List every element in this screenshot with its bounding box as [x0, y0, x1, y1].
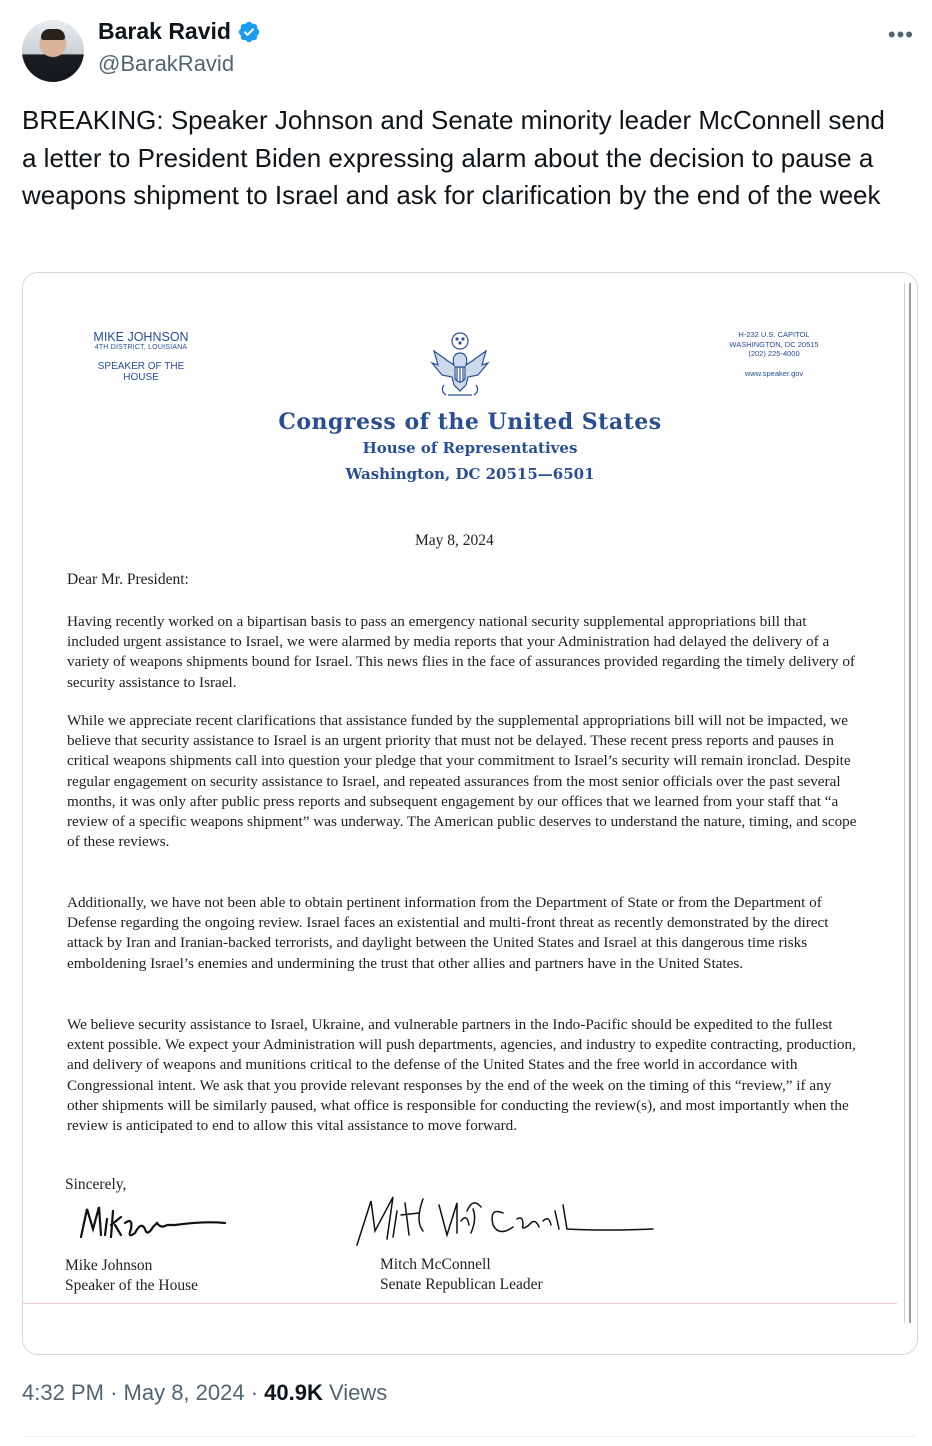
johnson-signature	[75, 1199, 235, 1247]
author-handle[interactable]: @BarakRavid	[98, 51, 235, 76]
signer-mcconnell	[380, 1255, 543, 1295]
great-seal-eagle-icon	[428, 331, 492, 399]
letterhead-left	[81, 330, 201, 383]
letterhead-district: 4TH DISTRICT, LOUISIANA	[94, 344, 188, 351]
congress-title: Congress of the United States	[278, 409, 662, 435]
washington-address: Washington, DC 20515—6501	[345, 465, 595, 483]
signer-title: Speaker of the House	[65, 1277, 198, 1294]
meta-separator: ·	[110, 1380, 118, 1405]
mcconnell-signature	[353, 1191, 673, 1253]
tweet-date[interactable]: May 8, 2024	[123, 1380, 245, 1405]
signer-title: Senate Republican Leader	[380, 1276, 543, 1293]
author-display-name[interactable]: Barak Ravid	[98, 18, 231, 44]
address-website: www.speaker.gov	[744, 368, 804, 378]
tweet-media-image[interactable]	[22, 272, 918, 1355]
signer-johnson	[65, 1256, 198, 1296]
letterhead-name: MIKE JOHNSON	[93, 330, 189, 344]
tweet-meta	[22, 1380, 387, 1406]
letter-date: May 8, 2024	[415, 532, 494, 549]
section-divider	[22, 1436, 916, 1437]
address-phone: (202) 225-4000	[748, 349, 800, 358]
author-name-row	[98, 18, 261, 45]
views-count[interactable]: 40.9K	[264, 1380, 323, 1405]
more-horizontal-icon[interactable]: •••	[887, 22, 914, 47]
letter-paragraph: Having recently worked on a bipartisan basis to pass an emergency national security supplemental appropriations bill that included urgent assistance to Israel, we were alarmed by media reports that your Administration had delayed the delivery of a variety of weapons shipments bound for Israel. This news flies in the face of assurances provided regarding the timely delivery of security assistance to Israel.	[67, 613, 855, 691]
letter-document	[23, 273, 917, 1354]
page-footer-line	[23, 1303, 897, 1304]
address-line-1: H-232 U.S. CAPITOL	[738, 330, 810, 339]
author-avatar[interactable]	[22, 20, 84, 82]
letter-paragraph: While we appreciate recent clarifications that assistance funded by the supplemental appropriations bill will not be impacted, we believe that security assistance to Israel is an urgent priority that must not be delayed. These recent press reports and pauses in critical weapons shipments call into question your pledge that your commitment to Israel’s security will remain ironclad. Despite regular engagement on security assistance to Israel, and repeated assurances from the most senior officials over the past several months, it was only after public press reports and subsequent engagement by our offices that we learned from your staff that “a review of a specific weapons shipment” was underway. The American public deserves to understand the nature, timing, and scope of these reviews.	[67, 712, 857, 851]
letterhead-title: SPEAKER OF THE HOUSE	[97, 361, 185, 383]
verified-badge-icon	[237, 20, 261, 44]
views-label: Views	[329, 1380, 388, 1405]
letterhead-right	[719, 330, 829, 378]
house-title: House of Representatives	[362, 439, 578, 457]
letterhead-title-block	[23, 409, 917, 483]
signer-name: Mitch McConnell	[380, 1256, 491, 1273]
tweet-text: BREAKING: Speaker Johnson and Senate minority leader McConnell send a letter to President Biden expressing alarm about the decision to pause a weapons shipment to Israel and ask for clarification by the end of the week	[22, 105, 885, 210]
address-line-2: WASHINGTON, DC 20515	[729, 339, 819, 349]
avatar-hair	[41, 29, 65, 40]
signer-name: Mike Johnson	[65, 1257, 153, 1274]
letter-salutation: Dear Mr. President:	[67, 571, 189, 588]
tweet-time[interactable]: 4:32 PM	[22, 1380, 104, 1405]
letter-paragraph: We believe security assistance to Israel, Ukraine, and vulnerable partners in the Indo-Pacific should be expedited to the fullest extent possible. We expect your Administration will push departments, agencies, and industry to expedite contracting, production, and delivery of weapons and munitions critical to the defense of the United States and the free world in accordance with Congressional intent. We ask that you provide relevant responses by the end of the week on the timing of this “review,” if any other shipments will be similarly paused, what office is responsible for conducting the review(s), and most importantly when the review is anticipated to end to allow this vital assistance to move forward.	[67, 1016, 856, 1135]
letter-closing: Sincerely,	[65, 1176, 127, 1193]
letter-paragraph: Additionally, we have not been able to obtain pertinent information from the Department of State or from the Department of Defense regarding the ongoing review. Israel faces an existential and multi-front threat as recently demonstrated by the direct attack by Iran and Iranian-backed terrorists, and daylight between the United States and Israel at this dangerous time risks emboldening Israel’s enemies and undermining the trust that other allies and partners have in the United States.	[67, 894, 829, 972]
meta-separator: ·	[250, 1380, 259, 1405]
